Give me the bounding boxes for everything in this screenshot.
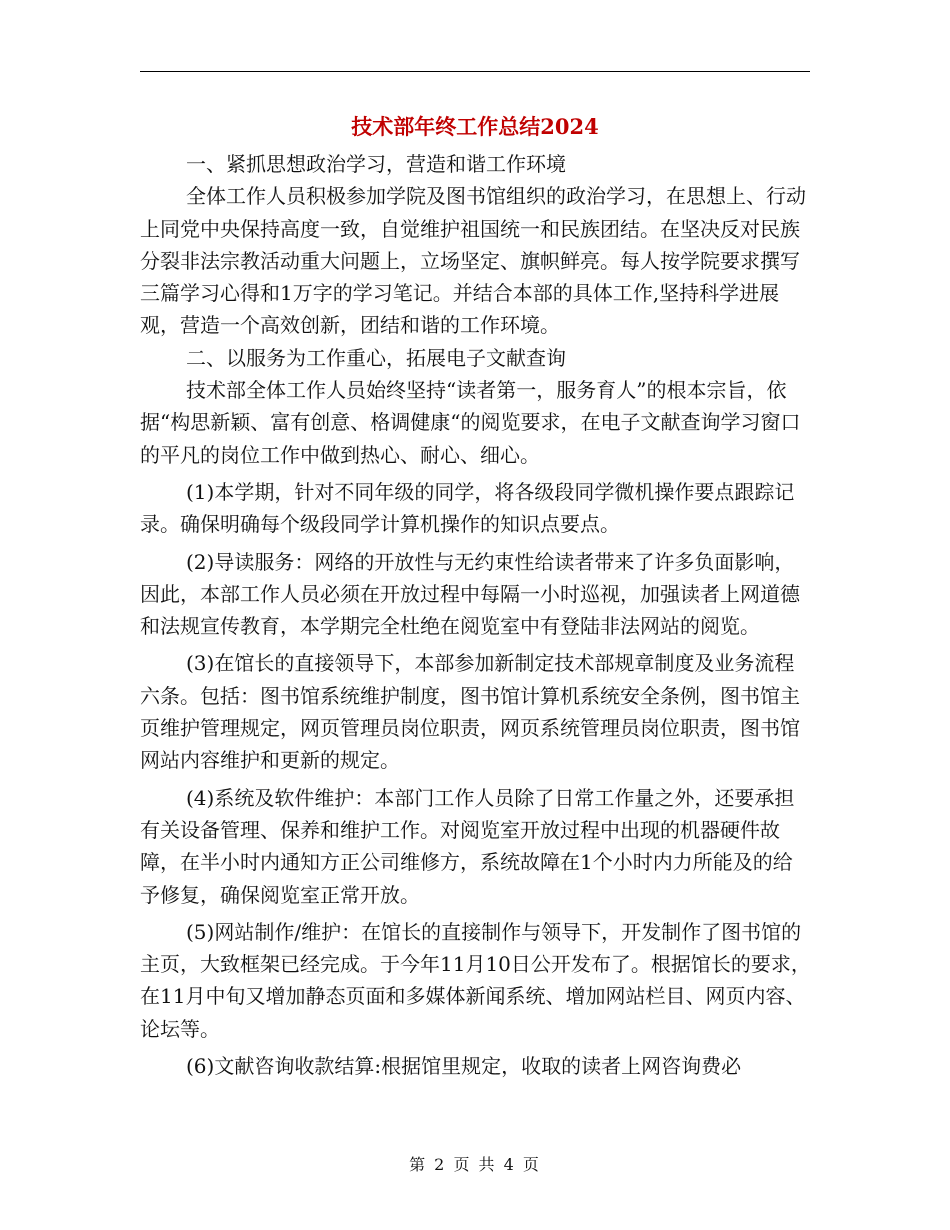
list-item-3: (3)在馆长的直接领导下，本部参加新制定技术部规章制度及业务流程六条。包括：图书馆系统维护制度，图书馆计算机系统安全条例，图书馆主页维护管理规定，网页管理员岗位职责，网页系统管理员岗位职责，图书馆网站内容维护和更新的规定。: [140, 651, 800, 773]
page-number: 第 2 页 共 4 页: [409, 1155, 541, 1174]
paragraph: 全体工作人员积极参加学院及图书馆组织的政治学习，在思想上、行动上同党中央保持高度一致，自觉维护祖国统一和民族团结。在坚决反对民族分裂非法宗教活动重大问题上，立场坚定、旗帜鲜亮。每人按学院要求撰写三篇学习心得和1万字的学习笔记。并结合本部的具体工作,坚持科学进展观，营造一个高效创新，团结和谐的工作环境。: [140, 184, 806, 338]
header-rule: [140, 71, 810, 72]
section-heading-1: 一、紧抓思想政治学习，营造和谐工作环境: [186, 152, 566, 176]
list-item-2: (2)导读服务：网络的开放性与无约束性给读者带来了许多负面影响，因此，本部工作人员必须在开放过程中每隔一小时巡视，加强读者上网道德和法规宣传教育，本学期完全杜绝在阅览室中有登陆非法网站的阅览。: [140, 549, 800, 639]
list-item-5: (5)网站制作/维护：在馆长的直接制作与领导下，开发制作了图书馆的主页，大致框架已经完成。于今年11月10日公开发布了。根据馆长的要求，在11月中旬又增加静态页面和多媒体新闻系统、增加网站栏目、网页内容、论坛等。: [140, 919, 811, 1041]
paragraph: 技术部全体工作人员始终坚持“读者第一，服务育人”的根本宗旨，依据“构思新颖、富有创意、格调健康“的阅览要求，在电子文献查询学习窗口的平凡的岗位工作中做到热心、耐心、细心。: [140, 378, 801, 467]
list-item-4: (4)系统及软件维护：本部门工作人员除了日常工作量之外，还要承担有关设备管理、保养和维护工作。对阅览室开放过程中出现的机器硬件故障，在半小时内通知方正公司维修方，系统故障在1个小时内力所能及的给予修复，确保阅览室正常开放。: [140, 785, 795, 907]
document-body: [140, 148, 812, 1082]
list-item-1: (1)本学期，针对不同年级的同学，将各级段同学微机操作要点跟踪记录。确保明确每个级段同学计算机操作的知识点要点。: [140, 479, 795, 537]
section-heading-2: 二、以服务为工作重心，拓展电子文献查询: [186, 345, 566, 370]
document-title: 技术部年终工作总结2024: [351, 114, 599, 139]
list-item-6: (6)文献咨询收款结算:根据馆里规定，收取的读者上网咨询费必: [186, 1054, 742, 1079]
